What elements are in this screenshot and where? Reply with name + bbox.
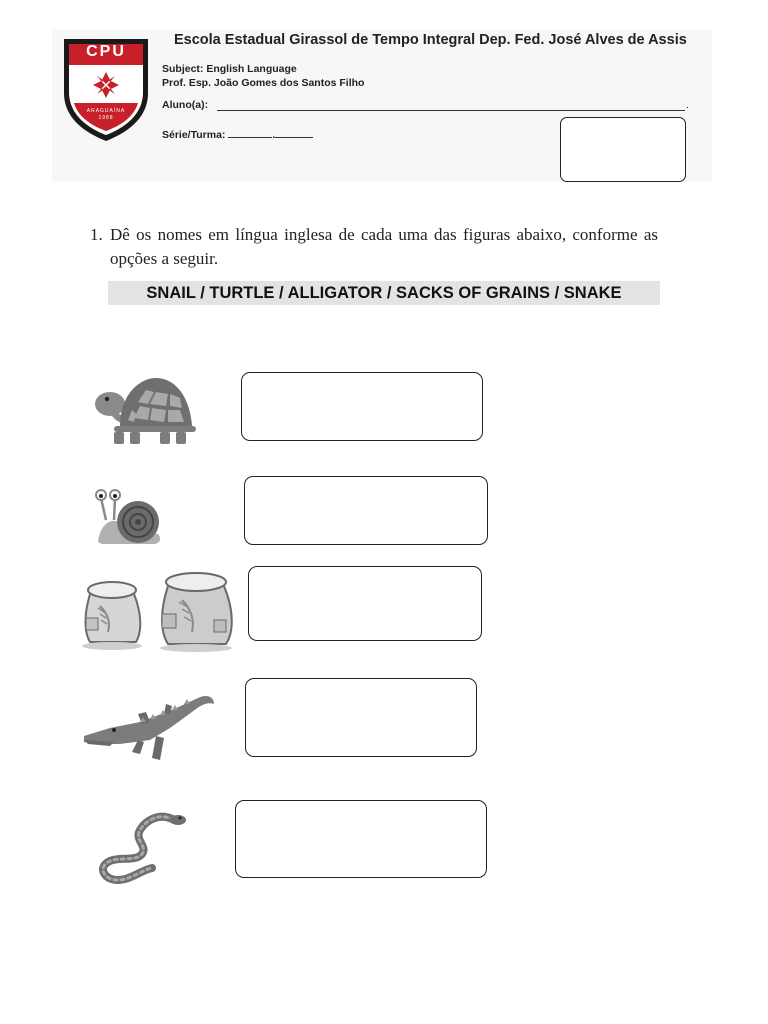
- grade-field[interactable]: [228, 137, 272, 138]
- alligator-icon: [80, 684, 220, 770]
- answer-box-snail[interactable]: [244, 476, 488, 545]
- snake-icon: [90, 806, 210, 890]
- answer-box-turtle[interactable]: [241, 372, 483, 441]
- answer-box-snake[interactable]: [235, 800, 487, 878]
- student-name-field[interactable]: [217, 110, 685, 111]
- answer-box-sacks-of-grains[interactable]: [248, 566, 482, 641]
- turtle-icon: [90, 366, 202, 450]
- answer-box-alligator[interactable]: [245, 678, 477, 757]
- class-separator: .: [272, 129, 276, 141]
- score-box[interactable]: [560, 117, 686, 182]
- logo-year: 1988: [98, 115, 114, 121]
- line-end-dot: .: [686, 100, 689, 111]
- alligator-picture: [80, 684, 220, 775]
- snake-picture: [90, 806, 210, 895]
- student-label: Aluno(a):: [162, 99, 209, 111]
- teacher-line: Prof. Esp. João Gomes dos Santos Filho: [162, 77, 365, 89]
- word-options-bar: SNAIL / TURTLE / ALLIGATOR / SACKS OF GRAINS / SNAKE: [108, 281, 660, 305]
- class-field[interactable]: [275, 137, 313, 138]
- question-number: 1.: [90, 225, 103, 244]
- snail-icon: [92, 480, 168, 550]
- class-label: Série/Turma:: [162, 129, 226, 141]
- snail-picture: [92, 480, 168, 555]
- worksheet-header: [52, 30, 712, 182]
- subject-line: Subject: English Language: [162, 63, 297, 75]
- class-field-row: [162, 129, 313, 141]
- logo-text: CPU: [86, 43, 126, 60]
- turtle-picture: [90, 366, 202, 455]
- school-name: Escola Estadual Girassol de Tempo Integral Dep. Fed. José Alves de Assis: [174, 32, 687, 48]
- school-logo: [60, 35, 152, 143]
- question-text: Dê os nomes em língua inglesa de cada uma das figuras abaixo, conforme as opções a seguir.: [110, 225, 658, 268]
- sacks-icon: [72, 566, 242, 656]
- logo-city: ARAGUAÍNA: [86, 108, 126, 114]
- question-1: [90, 223, 658, 271]
- sacks-of-grains-picture: [72, 566, 242, 661]
